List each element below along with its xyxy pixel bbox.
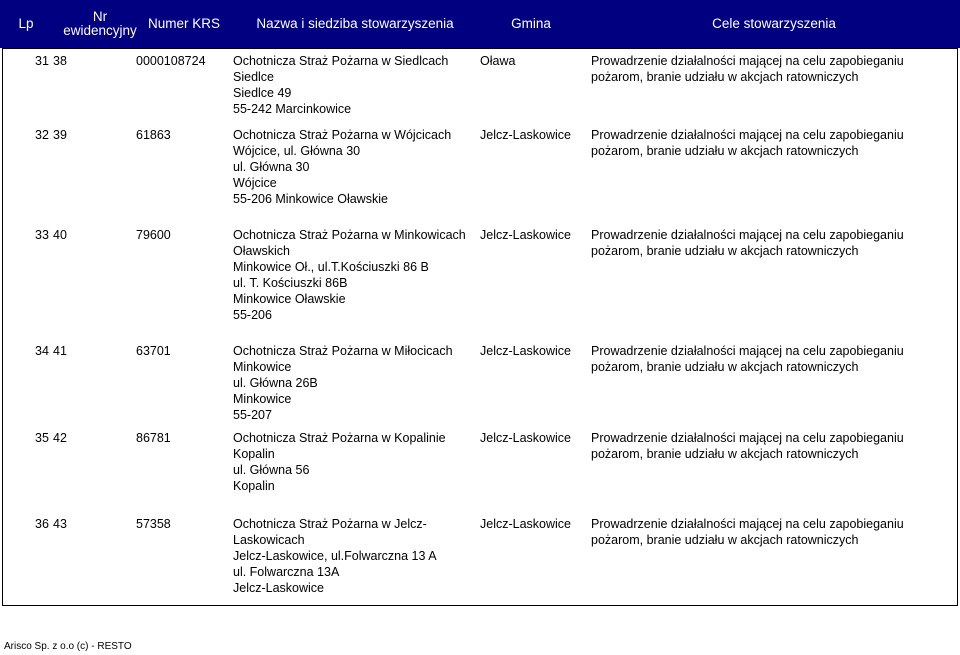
cell-name: Ochotnicza Straż Pożarna w Siedlcach Siedlce Siedlce 49 55-242 Marcinkowice [233, 54, 449, 116]
cell-cele: Prowadrzenie działalności mającej na celu zapobieganiu pożarom, branie udziału w akcjach ratowniczych [591, 344, 904, 374]
cell-lp: 34 [35, 344, 49, 358]
header-nr-line2: ewidencyjny [63, 23, 137, 38]
cell-lp: 31 [35, 54, 49, 68]
cell-gmina: Jelcz-Laskowice [480, 517, 572, 531]
header-cele: Cele stowarzyszenia [712, 16, 836, 31]
cell-lp: 35 [35, 431, 49, 445]
cell-name: Ochotnicza Straż Pożarna w Miłocicach Minkowice ul. Główna 26B Minkowice 55-207 [233, 344, 453, 422]
cell-krs: 63701 [136, 344, 171, 358]
cell-nr: 39 [53, 128, 67, 142]
cell-krs: 57358 [136, 517, 171, 531]
cell-gmina: Jelcz-Laskowice [480, 344, 572, 358]
cell-nr: 41 [53, 344, 67, 358]
cell-krs: 0000108724 [136, 54, 206, 68]
cell-cele: Prowadrzenie działalności mającej na celu zapobieganiu pożarom, branie udziału w akcjach ratowniczych [591, 431, 904, 461]
table-header [0, 0, 960, 48]
cell-name: Ochotnicza Straż Pożarna w Kopalinie Kopalin ul. Główna 56 Kopalin [233, 431, 446, 493]
cell-nr: 38 [53, 54, 67, 68]
cell-nr: 42 [53, 431, 67, 445]
cell-nr: 43 [53, 517, 67, 531]
cell-cele: Prowadrzenie działalności mającej na celu zapobieganiu pożarom, branie udziału w akcjach ratowniczych [591, 228, 904, 258]
header-name: Nazwa i siedziba stowarzyszenia [256, 16, 454, 31]
associations-table [2, 48, 958, 606]
cell-cele: Prowadrzenie działalności mającej na celu zapobieganiu pożarom, branie udziału w akcjach ratowniczych [591, 128, 904, 158]
cell-gmina: Jelcz-Laskowice [480, 128, 572, 142]
header-krs: Numer KRS [147, 16, 220, 31]
cell-gmina: Oława [480, 54, 516, 68]
cell-krs: 61863 [136, 128, 171, 142]
cell-lp: 36 [35, 517, 49, 531]
cell-gmina: Jelcz-Laskowice [480, 431, 572, 445]
footer-copyright: Arisco Sp. z o.o (c) - RESTO [4, 641, 132, 652]
cell-cele: Prowadrzenie działalności mającej na celu zapobieganiu pożarom, branie udziału w akcjach ratowniczych [591, 517, 904, 547]
cell-name: Ochotnicza Straż Pożarna w Wójcicach Wójcice, ul. Główna 30 ul. Główna 30 Wójcice 55-206 Minkowice Oławskie [233, 128, 452, 206]
cell-nr: 40 [53, 228, 67, 242]
cell-name: Ochotnicza Straż Pożarna w Minkowicach Oławskich Minkowice Oł., ul.T.Kościuszki 86 B ul. T. Kościuszki 86B Minkowice Oławskie 55-206 [233, 228, 466, 322]
cell-cele: Prowadrzenie działalności mającej na celu zapobieganiu pożarom, branie udziału w akcjach ratowniczych [591, 54, 904, 84]
header-lp: Lp [18, 16, 34, 31]
cell-krs: 79600 [136, 228, 171, 242]
cell-lp: 33 [35, 228, 49, 242]
header-nr [60, 0, 140, 48]
header-nr-line1: Nr [92, 9, 108, 24]
cell-krs: 86781 [136, 431, 171, 445]
cell-name: Ochotnicza Straż Pożarna w Jelcz- Laskowicach Jelcz-Laskowice, ul.Folwarczna 13 A ul. Folwarczna 13A Jelcz-Laskowice [233, 517, 437, 595]
header-gmina: Gmina [511, 16, 551, 31]
cell-gmina: Jelcz-Laskowice [480, 228, 572, 242]
cell-lp: 32 [35, 128, 49, 142]
